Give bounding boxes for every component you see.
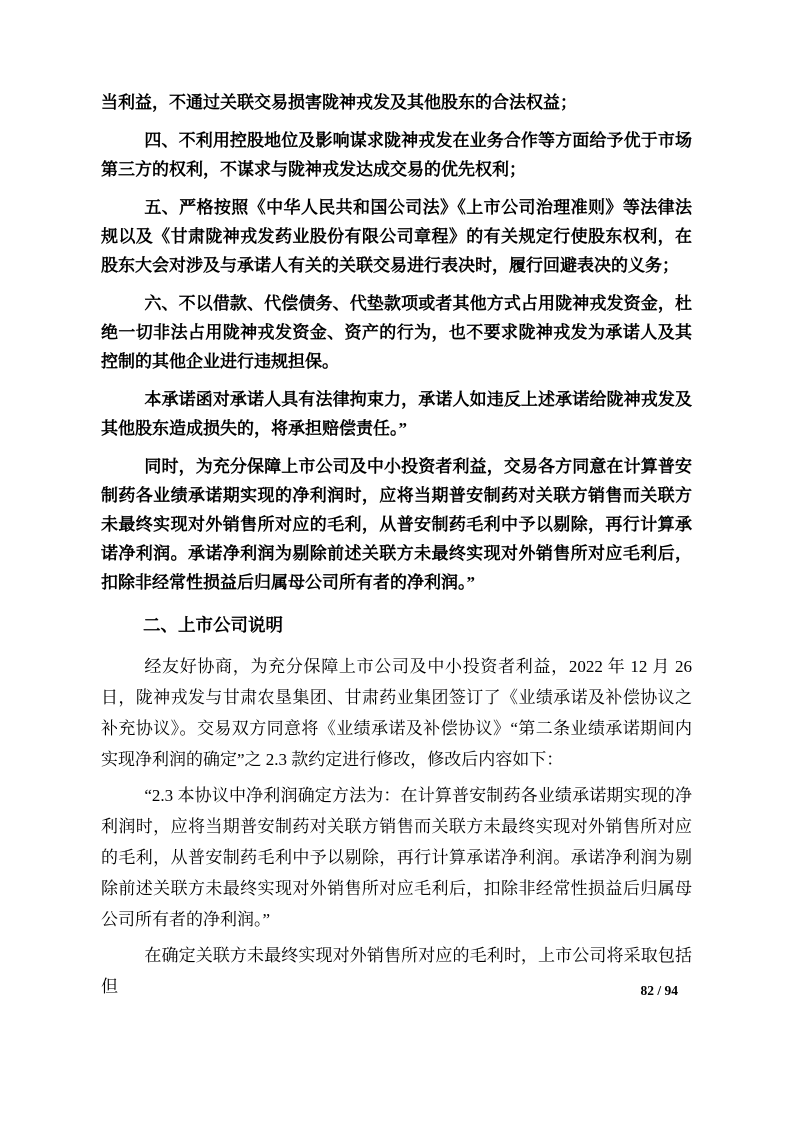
commitment-paragraph-item-5: 五、严格按照《中华人民共和国公司法》《上市公司治理准则》等法律法规以及《甘肃陇神戎发药业股份有限公司章程》的有关规定行使股东权利，在股东大会对涉及与承诺人有关的关联交易进行表决时，履行回避表决的义务； [101, 198, 692, 275]
document-body [101, 88, 692, 1002]
statement-paragraph-gross-profit: 在确定关联方未最终实现对外销售所对应的毛利时，上市公司将采取包括但 [101, 946, 692, 996]
page-number: 82 / 94 [640, 983, 678, 998]
commitment-paragraph-item-6: 六、不以借款、代偿债务、代垫款项或者其他方式占用陇神戎发资金，杜绝一切非法占用陇神戎发资金、资产的行为，也不要求陇神戎发为承诺人及其控制的其他企业进行违规担保。 [101, 294, 692, 371]
section-heading-listed-company-statement: 二、上市公司说明 [143, 615, 283, 635]
commitment-paragraph-item-4: 四、不利用控股地位及影响谋求陇神戎发在业务合作等方面给予优于市场第三方的权利，不谋求与陇神戎发达成交易的优先权利； [101, 131, 692, 179]
commitment-paragraph-binding-force: 本承诺函对承诺人具有法律拘束力，承诺人如违反上述承诺给陇神戎发及其他股东造成损失的，将承担赔偿责任。” [101, 390, 692, 438]
statement-paragraph-agreement: 经友好协商，为充分保障上市公司及中小投资者利益，2022 年 12 月 26 日，陇神戎发与甘肃农垦集团、甘肃药业集团签订了《业绩承诺及补偿协议之补充协议》。交易双方同意将《业绩承诺及补偿协议》“第二条业绩承诺期间内实现净利润的确定”之 2.3 款约定进行修改，修改后内容如下： [101, 657, 692, 769]
statement-paragraph-clause-2-3: “2.3 本协议中净利润确定方法为：在计算普安制药各业绩承诺期实现的净利润时，应将当期普安制药对关联方销售而关联方未最终实现对外销售所对应的毛利，从普安制药毛利中予以剔除，再行计算承诺净利润。承诺净利润为剔除前述关联方未最终实现对外销售所对应毛利后，扣除非经常性损益后归属母公司所有者的净利润。” [101, 786, 692, 929]
commitment-paragraph-net-profit: 同时，为充分保障上市公司及中小投资者利益，交易各方同意在计算普安制药各业绩承诺期实现的净利润时，应将当期普安制药对关联方销售而关联方未最终实现对外销售所对应的毛利，从普安制药毛利中予以剔除，再行计算承诺净利润。承诺净利润为剔除前述关联方未最终实现对外销售所对应毛利后，扣除非经常性损益后归属母公司所有者的净利润。” [101, 457, 692, 592]
commitment-paragraph-continuation: 当利益，不通过关联交易损害陇神戎发及其他股东的合法权益； [101, 93, 577, 112]
